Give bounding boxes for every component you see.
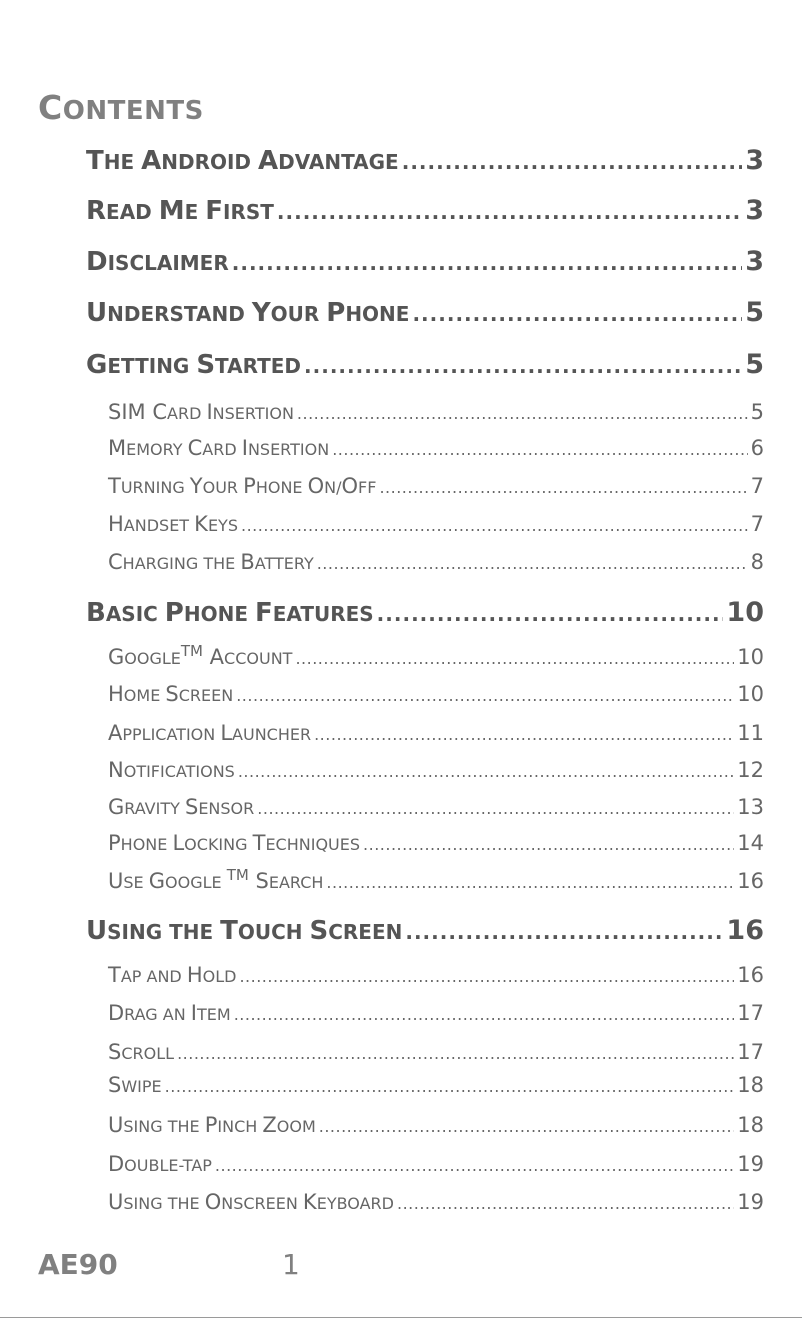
toc-page-number: 17 [737, 1001, 764, 1025]
toc-page-number: 11 [737, 721, 764, 745]
toc-entry-label: UNDERSTAND YOUR PHONE [86, 298, 410, 328]
toc-page-number: 5 [745, 297, 764, 328]
toc-entry-label: DRAG AN ITEM [108, 1001, 231, 1025]
dot-leader [317, 554, 748, 573]
toc-entry-label: DOUBLE-TAP [108, 1152, 212, 1176]
dot-leader [332, 440, 747, 459]
toc-subsection-entry[interactable] [108, 865, 764, 893]
contents-title [38, 88, 204, 127]
toc-page-number: 10 [726, 597, 764, 628]
toc-page-number: 3 [745, 246, 764, 277]
toc-page-number: 8 [750, 550, 764, 574]
toc-entry-label: USING THE ONSCREEN KEYBOARD [108, 1190, 394, 1214]
dot-leader [297, 404, 748, 423]
toc-page-number: 18 [737, 1073, 764, 1097]
footer-model: AE90 [38, 1248, 118, 1281]
toc-subsection-entry[interactable] [108, 1190, 764, 1214]
toc-page-number: 16 [737, 869, 764, 893]
dot-leader [239, 967, 734, 986]
dot-leader [326, 873, 734, 892]
footer-page-number: 1 [282, 1248, 300, 1281]
toc-entry-label: APPLICATION LAUNCHER [108, 721, 312, 745]
toc-page-number: 7 [750, 474, 764, 498]
toc-page-number: 13 [737, 795, 764, 819]
contents-title-rest: ONTENTS [62, 96, 204, 126]
dot-leader [234, 1005, 735, 1024]
toc-entry-label: USING THE PINCH ZOOM [108, 1113, 316, 1137]
toc-page-number: 3 [745, 145, 764, 176]
toc-subsection-entry[interactable] [108, 963, 764, 987]
toc-section-entry[interactable] [86, 195, 764, 226]
toc-entry-label: SIM CARD INSERTION [108, 400, 294, 424]
toc-subsection-entry[interactable] [108, 682, 764, 706]
toc-section-entry[interactable] [86, 597, 764, 628]
toc-entry-label: TURNING YOUR PHONE ON/OFF [108, 474, 377, 498]
toc-entry-label: DISCLAIMER [86, 247, 229, 277]
dot-leader [257, 799, 734, 818]
toc-page-number: 16 [737, 963, 764, 987]
toc-subsection-entry[interactable] [108, 1073, 764, 1097]
toc-page-number: 5 [745, 349, 764, 380]
toc-subsection-entry[interactable] [108, 721, 764, 745]
dot-leader [304, 354, 742, 378]
toc-section-entry[interactable] [86, 145, 764, 176]
toc-subsection-entry[interactable] [108, 758, 764, 782]
dot-leader [405, 920, 723, 944]
dot-leader [165, 1077, 735, 1096]
toc-page-number: 6 [750, 436, 764, 460]
footer-rule [0, 1317, 802, 1318]
toc-page-number: 18 [737, 1113, 764, 1137]
toc-subsection-entry[interactable] [108, 1152, 764, 1176]
dot-leader [402, 150, 742, 174]
toc-section-entry[interactable] [86, 297, 764, 328]
toc-entry-label: GRAVITY SENSOR [108, 795, 255, 819]
toc-page-number: 19 [737, 1190, 764, 1214]
toc-entry-label: GOOGLE™ ACCOUNT [108, 641, 293, 669]
toc-subsection-entry[interactable] [108, 512, 764, 536]
toc-entry-label: GETTING STARTED [86, 350, 302, 380]
toc-entry-label: NOTIFICATIONS [108, 758, 235, 782]
toc-page-number: 5 [750, 400, 764, 424]
toc-page-number: 17 [737, 1040, 764, 1064]
toc-page-number: 7 [750, 512, 764, 536]
dot-leader [236, 686, 734, 705]
toc-entry-label: HOME SCREEN [108, 682, 234, 706]
toc-entry-label: HANDSET KEYS [108, 512, 238, 536]
toc-entry-label: TAP AND HOLD [108, 963, 237, 987]
toc-entry-label: SCROLL [108, 1040, 175, 1064]
toc-page-number: 16 [726, 915, 764, 946]
toc-subsection-entry[interactable] [108, 641, 764, 669]
toc-subsection-entry[interactable] [108, 1113, 764, 1137]
dot-leader [377, 602, 724, 626]
dot-leader [412, 302, 742, 326]
toc-entry-label: SWIPE [108, 1073, 162, 1097]
toc-subsection-entry[interactable] [108, 436, 764, 460]
contents-title-initial: C [38, 88, 63, 127]
toc-entry-label: PHONE LOCKING TECHNIQUES [108, 831, 361, 855]
toc-subsection-entry[interactable] [108, 1040, 764, 1064]
toc-page-number: 12 [737, 758, 764, 782]
toc-section-entry[interactable] [86, 349, 764, 380]
toc-subsection-entry[interactable] [108, 1001, 764, 1025]
toc-section-entry[interactable] [86, 246, 764, 277]
dot-leader [238, 762, 734, 781]
toc-entry-label: CHARGING THE BATTERY [108, 550, 314, 574]
dot-leader [277, 200, 742, 224]
toc-subsection-entry[interactable] [108, 400, 764, 424]
dot-leader [232, 251, 742, 275]
toc-subsection-entry[interactable] [108, 795, 764, 819]
dot-leader [314, 725, 734, 744]
toc-entry-label: MEMORY CARD INSERTION [108, 436, 330, 460]
dot-leader [363, 835, 734, 854]
toc-subsection-entry[interactable] [108, 550, 764, 574]
toc-entry-label: USING THE TOUCH SCREEN [86, 916, 403, 946]
dot-leader [177, 1044, 734, 1063]
toc-entry-label: BASIC PHONE FEATURES [86, 598, 374, 628]
toc-page-number: 3 [745, 195, 764, 226]
dot-leader [379, 478, 747, 497]
dot-leader [397, 1194, 734, 1213]
toc-entry-label: THE ANDROID ADVANTAGE [86, 146, 399, 176]
dot-leader [319, 1117, 735, 1136]
toc-page-number: 19 [737, 1152, 764, 1176]
dot-leader [241, 516, 748, 535]
toc-subsection-entry[interactable] [108, 831, 764, 855]
toc-section-entry[interactable] [86, 915, 764, 946]
toc-page-number: 14 [737, 831, 764, 855]
dot-leader [215, 1156, 734, 1175]
toc-page-number: 10 [737, 682, 764, 706]
toc-page-number: 10 [737, 645, 764, 669]
toc-entry-label: USE GOOGLE ™ SEARCH [108, 865, 324, 893]
dot-leader [295, 649, 734, 668]
trademark-mark: TM [226, 865, 249, 884]
toc-subsection-entry[interactable] [108, 474, 764, 498]
trademark-mark: TM [180, 641, 203, 660]
toc-entry-label: READ ME FIRST [86, 196, 274, 226]
